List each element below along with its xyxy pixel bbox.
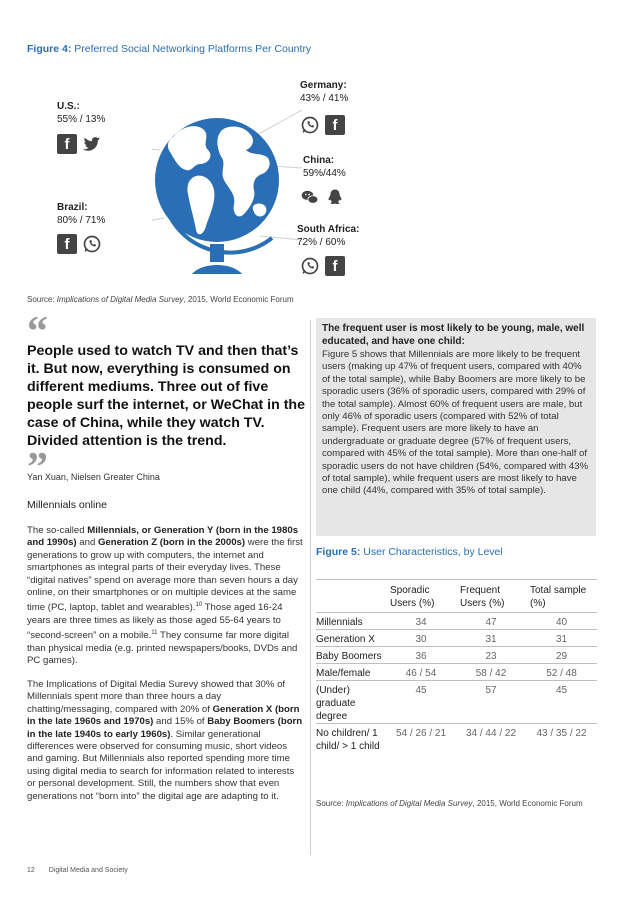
globe-stand-neck	[210, 244, 224, 262]
text-run: They consume far more digital than physical media (e.g. printed newspapers/books, DVDs and PC games).	[27, 630, 298, 667]
quote-attribution: Yan Xuan, Nielsen Greater China	[27, 472, 160, 482]
bold-run: Baby Boomers (born in the late 1940s to early 1960s)	[27, 716, 303, 740]
source-title: Implications of Digital Media Survey	[345, 799, 473, 808]
section-heading: Millennials online	[27, 499, 107, 511]
table-cell: 43 / 35 / 22	[526, 724, 597, 754]
table-row	[316, 630, 597, 647]
column-divider	[310, 320, 311, 855]
text-run: . Similar generational differences were observed for consuming music, short videos and gaming. But Millennials also reported spending more time using digital media to search for information related to interests or personal development. Still, the numbers show that even generations not “born into” the digital age are adapting to it.	[27, 728, 295, 802]
table-row	[316, 681, 597, 724]
table-row-label: Millennials	[316, 613, 386, 630]
table-row	[316, 664, 597, 681]
user-characteristics-table	[316, 579, 597, 753]
country-brazil-name: Brazil:	[57, 202, 88, 213]
footnote-ref: 10	[195, 602, 203, 609]
twitter-icon	[82, 134, 102, 154]
source-prefix: Source:	[316, 799, 346, 808]
country-us-icons	[57, 134, 102, 154]
text-run: and 15% of	[153, 716, 208, 728]
table-row-label: Male/female	[316, 664, 386, 681]
figure5-title	[316, 546, 503, 558]
table-cell: 46 / 54	[386, 664, 456, 681]
table-cell: 54 / 26 / 21	[386, 724, 456, 754]
table-header-cell: Sporadic Users (%)	[386, 580, 456, 613]
text-run: The so-called	[27, 525, 88, 536]
table-header-row	[316, 580, 597, 613]
facebook-icon: f	[325, 115, 345, 135]
country-south-africa-icons	[300, 256, 345, 276]
connector-us	[152, 146, 160, 150]
table-row-label: Generation X	[316, 630, 386, 647]
table-cell: 40	[526, 613, 597, 630]
text-run: were the first generations to grow up with computers, the internet and smartphones as integral parts of their everyday lives. These “digital natives” spend on average more than seven hours a day online, on their smartphones or on multiple devices at the same time (PC, laptop, tablet and wearables).	[27, 537, 303, 614]
connector-south-africa	[260, 236, 302, 240]
text-run: Those aged 16-24 years are three times as likely as those aged 55-64 years to “second-screen” on a mobile.	[27, 602, 283, 642]
page-number: 12	[27, 867, 35, 874]
pull-quote: People used to watch TV and then that’s it. But now, everything is consumed on different mediums. Three out of five people surf the internet, or WeChat in the case of China, while they watch TV. Divided attention is the trend.	[27, 343, 305, 449]
figure5-source	[316, 799, 583, 808]
source-prefix: Source:	[27, 295, 57, 304]
table-row-label: Baby Boomers	[316, 647, 386, 664]
connector-germany	[257, 110, 302, 135]
table-cell: 34	[386, 613, 456, 630]
table-header-cell: Total sample (%)	[526, 580, 597, 613]
text-run: The Implications of Digital Media Surevy showed that 30% of Millennials spent more than three hours a day chatting/messaging, compared with 20% of	[27, 679, 286, 715]
country-brazil-icons	[57, 234, 102, 254]
whatsapp-icon	[82, 234, 102, 254]
table-row	[316, 613, 597, 630]
table-cell: 58 / 42	[456, 664, 526, 681]
figure5-caption: User Characteristics, by Level	[363, 546, 503, 558]
table-cell: 52 / 48	[526, 664, 597, 681]
whatsapp-icon	[300, 115, 320, 135]
source-suffix: , 2015, World Economic Forum	[183, 295, 294, 304]
country-germany-icons	[300, 115, 345, 135]
table-cell: 29	[526, 647, 597, 664]
country-us	[57, 100, 105, 126]
report-title: Digital Media and Society	[48, 867, 128, 874]
country-us-name: U.S.:	[57, 101, 80, 112]
text-run: and	[76, 537, 98, 549]
table-cell: 45	[386, 681, 456, 724]
figure4-label: Figure 4:	[27, 43, 72, 55]
footnote-ref: 11	[151, 630, 158, 637]
table-row	[316, 724, 597, 754]
country-south-africa-value: 72% / 60%	[297, 237, 346, 248]
country-brazil-value: 80% / 71%	[57, 215, 106, 226]
facebook-icon: f	[325, 256, 345, 276]
figure5-label: Figure 5:	[316, 546, 361, 558]
table-row	[316, 647, 597, 664]
bold-run: Generation Z (born in the 2000s)	[97, 537, 246, 549]
country-brazil	[57, 201, 105, 227]
country-us-value: 55% / 13%	[57, 114, 106, 125]
user-characteristics-table-wrap	[316, 579, 597, 753]
whatsapp-icon	[300, 256, 320, 276]
page-footer	[27, 867, 140, 874]
table-cell: 23	[456, 647, 526, 664]
globe-stand-base	[192, 265, 242, 274]
table-cell: 45	[526, 681, 597, 724]
table-header-cell	[316, 580, 386, 613]
country-germany-value: 43% / 41%	[300, 93, 349, 104]
country-germany-name: Germany:	[300, 80, 347, 91]
source-title: Implications of Digital Media Survey	[56, 295, 184, 304]
quote-close-mark: ”	[27, 445, 48, 491]
table-cell: 31	[526, 630, 597, 647]
sidebar-heading: The frequent user is most likely to be young, male, well educated, and have one child:	[322, 323, 585, 347]
figure4-caption: Preferred Social Networking Platforms Per Country	[74, 43, 312, 55]
body-paragraph-2	[27, 679, 305, 803]
wechat-icon	[300, 187, 320, 207]
table-cell: 30	[386, 630, 456, 647]
connector-brazil	[152, 218, 164, 226]
quote-open-mark: “	[27, 309, 48, 355]
country-south-africa-name: South Africa:	[297, 224, 360, 235]
qq-icon	[325, 187, 345, 207]
table-cell: 36	[386, 647, 456, 664]
body-paragraph-1	[27, 525, 305, 668]
bold-run: Generation X (born in the late 1960s and 1970s)	[27, 703, 300, 728]
table-header-cell: Frequent Users (%)	[456, 580, 526, 613]
source-suffix: , 2015, World Economic Forum	[472, 799, 583, 808]
table-cell: 47	[456, 613, 526, 630]
figure4-title	[27, 43, 311, 55]
country-china-name: China:	[303, 155, 335, 166]
facebook-icon: f	[57, 134, 77, 154]
facebook-icon: f	[57, 234, 77, 254]
bold-run: Millennials, or Generation Y (born in the 1980s and 1990s)	[27, 525, 299, 549]
figure4-source	[27, 295, 294, 304]
table-cell: 34 / 44 / 22	[456, 724, 526, 754]
country-china-icons	[300, 187, 345, 207]
table-cell: 57	[456, 681, 526, 724]
country-china-value: 59%/44%	[303, 168, 346, 179]
table-row-label: (Under) graduate degree	[316, 681, 386, 724]
country-south-africa	[297, 223, 359, 249]
country-china	[303, 154, 346, 180]
sidebar-body: Figure 5 shows that Millennials are more likely to be frequent users (making up 47% of frequent users, compared with 40% of the total sample), while Baby Boomers are more likely to be sporadic users (36% of sporadic users, compared with 29% of the total sample). Almost 60% of frequent users are male, but only 46% of sporadic users (compared with 52% of total sample). Frequent users are more likely to have an undergraduate or graduate degree (57% of frequent users, compared with 45% of the total sample). More than one-half of sporadic users do not have children (54%, compared with 43% of total sample), while frequent users are most likely to have one child (44%, compared with 35% of total sample).	[322, 349, 589, 497]
table-cell: 31	[456, 630, 526, 647]
globe-illustration	[152, 78, 312, 298]
country-germany	[300, 79, 348, 105]
table-row-label: No children/ 1 child/ > 1 child	[316, 724, 386, 754]
